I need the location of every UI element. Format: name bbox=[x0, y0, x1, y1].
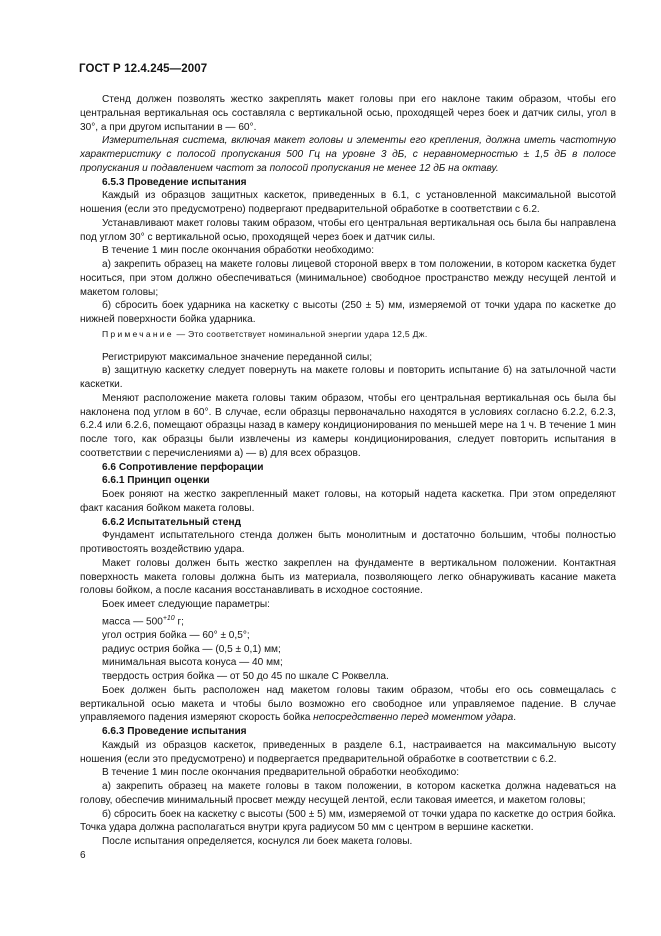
paragraph: Меняют расположение макета головы таким образом, чтобы его центральная вертикальная ось была бы наклонена под углом в 60°. В случае, если образцы первоначально находятся в условиях согласно 6.2.2, 6.2.3, 6.2.4 или 6.2.6, помещают образцы назад в камеру кондиционирования по меньшей мере на 1 ч. В течение 1 мин после того, как образцы были извлечены из камеры кондиционирования, следует повторить испытания в соответствии с перечислениями а) — в) для всех образцов. bbox=[80, 392, 616, 459]
striker-parameters bbox=[80, 612, 616, 684]
section-heading-6-6-3: 6.6.3 Проведение испытания bbox=[102, 726, 247, 738]
paragraph: Каждый из образцов каскеток, приведенных в разделе 6.1, настраивается на максимальную высоту ношения (если это предусмотрено) и подвергается предварительной обработке в соответствии с 6.2. bbox=[80, 739, 616, 765]
text-run: Боек должен быть расположен над макетом головы таким образом, чтобы его ось совмещалась с вертикальной осью макета и чтобы было возможно его свободное или управляемое падение. В случае управляемого падения измеряют скорость бойка bbox=[80, 684, 616, 724]
list-item-b: б) сбросить боек ударника на каскетку с высоты (250 ± 5) мм, измеряемой от точки удара по каскетке до нижней поверхности бойка ударника. bbox=[80, 300, 616, 325]
paragraph bbox=[80, 684, 616, 725]
note-label: Примечание bbox=[102, 328, 174, 339]
paragraph: В течение 1 мин после окончания обработки необходимо: bbox=[102, 245, 375, 257]
param-mass-unit: г; bbox=[174, 616, 184, 628]
paragraph: Устанавливают макет головы таким образом, чтобы его центральная вертикальная ось была бы направлена под углом 30° с вертикальной осью, проходящей через боек и датчик силы. bbox=[80, 217, 616, 243]
paragraph: Стенд должен позволять жестко закреплять макет головы при его наклоне таким образом, чтобы его центральная вертикальная ось составляла с вертикальной осью, проходящей через боек и датчик силы, угол в 30°, а при другом испытании в — 60°. bbox=[80, 94, 616, 133]
section-heading-6-6-2: 6.6.2 Испытательный стенд bbox=[102, 516, 241, 528]
list-item-a: а) закрепить образец на макете головы лицевой стороной вверх в том положении, в котором каскетка будет носиться, при этом должно обеспечиваться (минимальное) свободное пространство между несущей лентой и макетом головы; bbox=[80, 259, 616, 298]
section-heading-6-5-3: 6.5.3 Проведение испытания bbox=[102, 176, 247, 188]
section-heading-6-6: 6.6 Сопротивление перфорации bbox=[102, 461, 264, 473]
param-angle: угол острия бойка — 60° ± 0,5°; bbox=[102, 629, 250, 641]
param-mass-value: масса — 500 bbox=[102, 616, 163, 628]
list-item-v: в) защитную каскетку следует повернуть на макете головы и повторить испытание б) на затылочной части каскетки. bbox=[80, 365, 616, 390]
paragraph: Фундамент испытательного стенда должен быть монолитным и достаточно большим, чтобы полностью противостоять воздействию удара. bbox=[80, 530, 616, 555]
list-item-a: а) закрепить образец на макете головы в таком положении, в котором каскетка должна надеваться на голову, обеспечив минимальный просвет между несущей лентой, если таковая имеется, и макетом головы; bbox=[80, 781, 616, 806]
paragraph: В течение 1 мин после окончания предварительной обработки необходимо: bbox=[102, 767, 460, 779]
paragraph: Боек роняют на жестко закрепленный макет головы, на который надета каскетка. При этом определяют факт касания бойком макета головы. bbox=[80, 489, 616, 514]
param-height: минимальная высота конуса — 40 мм; bbox=[102, 657, 283, 669]
note-text: — Это соответствует номинальной энергии удара 12,5 Дж. bbox=[173, 328, 428, 339]
param-radius: радиус острия бойка — (0,5 ± 0,1) мм; bbox=[102, 643, 281, 655]
paragraph-italic bbox=[80, 134, 616, 175]
paragraph: Каждый из образцов защитных каскеток, приведенных в 6.1, с установленной максимальной высотой ношения (если это предусмотрено) подвергают предварительной обработке в соответствии с 6.2. bbox=[80, 190, 616, 215]
paragraph: Регистрируют максимальное значение переданной силы; bbox=[102, 351, 373, 363]
paragraph: После испытания определяется, коснулся ли боек макета головы. bbox=[102, 836, 413, 848]
param-hardness: твердость острия бойка — от 50 до 45 по шкале С Роквелла. bbox=[102, 671, 389, 683]
italic-text: непосредственно перед моментом удара bbox=[313, 712, 514, 724]
param-mass-tolerance: +10 bbox=[162, 614, 175, 622]
text-run: . bbox=[513, 712, 517, 724]
note bbox=[80, 328, 616, 342]
section-heading-6-6-1: 6.6.1 Принцип оценки bbox=[102, 475, 210, 487]
italic-text: Измерительная система, включая макет головы и элементы его крепления, должна иметь частотную характеристику с полосой пропускания 500 Гц на уровне 3 дБ, с неравномерностью ± 1,5 дБ в полосе пропускания и подавлением частот за полосой пропускания не менее 12 дБ на октаву. bbox=[80, 135, 616, 174]
paragraph: Боек имеет следующие параметры: bbox=[102, 599, 270, 610]
document-body bbox=[80, 93, 616, 849]
param-mass bbox=[80, 612, 616, 629]
list-item-b: б) сбросить боек на каскетку с высоты (500 ± 5) мм, измеряемой от точки удара по каскетке до острия бойка. Точка удара должна располагаться внутри круга радиусом 50 мм с центром в вершине каскетки. bbox=[80, 808, 616, 834]
page-number: 6 bbox=[80, 850, 86, 861]
page-header: ГОСТ Р 12.4.245—2007 bbox=[79, 63, 208, 75]
paragraph: Макет головы должен быть жестко закреплен на фундаменте в вертикальном положении. Контактная поверхность макета головы должна быть из материала, позволяющего легко обнаруживать касание макета головы бойком, а после касания восстанавливать в исходное состояние. bbox=[80, 557, 616, 597]
